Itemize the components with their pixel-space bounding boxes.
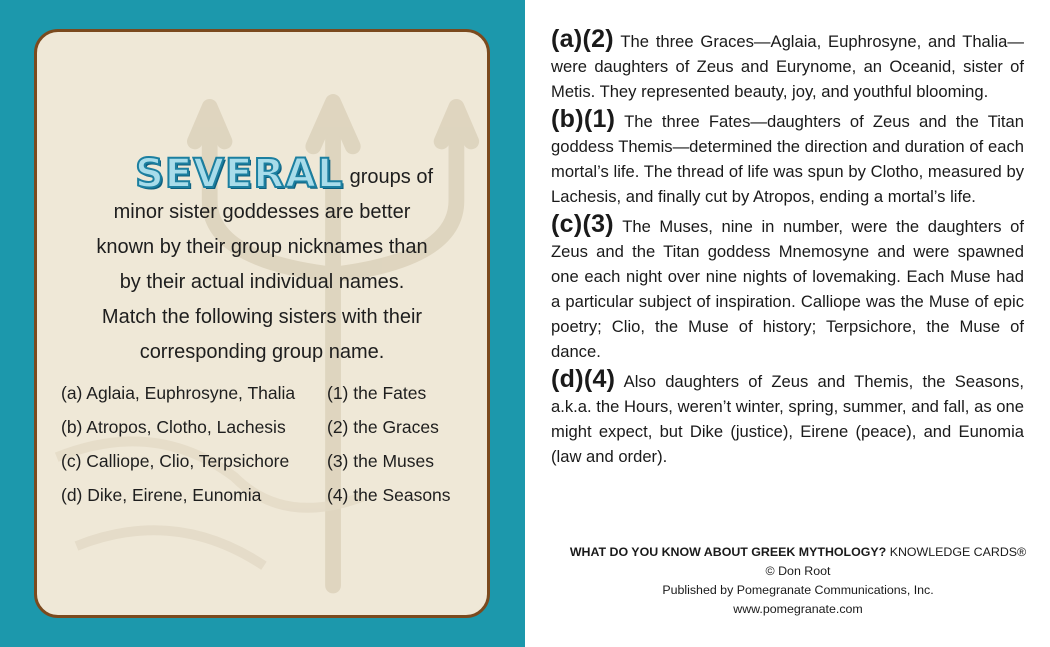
question-line-1: groups of [349,166,434,188]
answer-b [551,107,1024,209]
answer-tag-a: (a)(2) [551,25,614,53]
question-line-3: known by their group nicknames than [96,236,428,258]
answer-text-b: The three Fates—daughters of Zeus and the Titan goddess Themis—determined the direction and duration of each mortal’s life. The thread of life was spun by Clotho, measured by Lachesis, and finally cut by Atropos, ending a mortal’s life. [551,112,1024,206]
question-line-6: corresponding group name. [139,341,385,363]
answer-c [551,212,1024,364]
sisters-a: (a) Aglaia, Euphrosyne, Thalia [61,383,296,403]
footer-website: www.pomegranate.com [733,602,863,616]
question-line-5: Match the following sisters with their [101,306,423,328]
sisters-b: (b) Atropos, Clotho, Lachesis [61,417,286,437]
answers-section [551,27,1024,472]
sisters-d: (d) Dike, Eirene, Eunomia [61,485,262,505]
sisters-c: (c) Calliope, Clio, Terpsichore [61,451,290,471]
question-text [37,151,487,370]
answer-tag-c: (c)(3) [551,210,614,238]
group-1: (1) the Fates [327,383,427,403]
group-2: (2) the Graces [327,417,439,437]
footer [520,543,1050,619]
group-4: (4) the Seasons [327,485,451,505]
answer-tag-d: (d)(4) [551,365,616,393]
answer-text-a: The three Graces—Aglaia, Euphrosyne, and Thalia—were daughters of Zeus and Eurynome, an Oceanid, sister of Metis. They represented beauty, joy, and youthful blooming. [551,32,1024,101]
footer-copyright: © Don Root [765,564,831,578]
footer-title: WHAT DO YOU KNOW ABOUT GREEK MYTHOLOGY? [569,545,887,559]
match-row-b [61,410,481,444]
answer-a [551,27,1024,104]
answer-text-d: Also daughters of Zeus and Themis, the Seasons, a.k.a. the Hours, weren’t winter, spring, summer, and fall, as one might expect, but Dike (justice), Eirene (peace), and Eunomia (law and order). [551,372,1024,466]
question-first-line [37,151,487,197]
answer-text-c: The Muses, nine in number, were the daughters of Zeus and the Titan goddess Mnemosyne and were spawned one each night over nine nights of lovemaking. Each Muse had a particular subject of inspiration. Calliope was the Muse of epic poetry; Clio, the Muse of history; Terpsichore, the Muse of dance. [551,217,1024,361]
group-3: (3) the Muses [327,451,434,471]
question-card [34,29,490,618]
match-row-d [61,478,481,512]
question-line-2: minor sister goddesses are better [113,201,411,223]
match-row-a [61,376,481,410]
answer-d [551,367,1024,469]
match-row-c [61,444,481,478]
several-title-word: SEVERAL [134,151,344,197]
question-line-4: by their actual individual names. [119,271,405,293]
footer-publisher: Published by Pomegranate Communications, Inc. [662,583,934,597]
footer-subtitle: KNOWLEDGE CARDS® [889,545,1027,559]
answer-tag-b: (b)(1) [551,105,616,133]
match-list [61,376,481,512]
footer-title-line [520,543,1050,562]
